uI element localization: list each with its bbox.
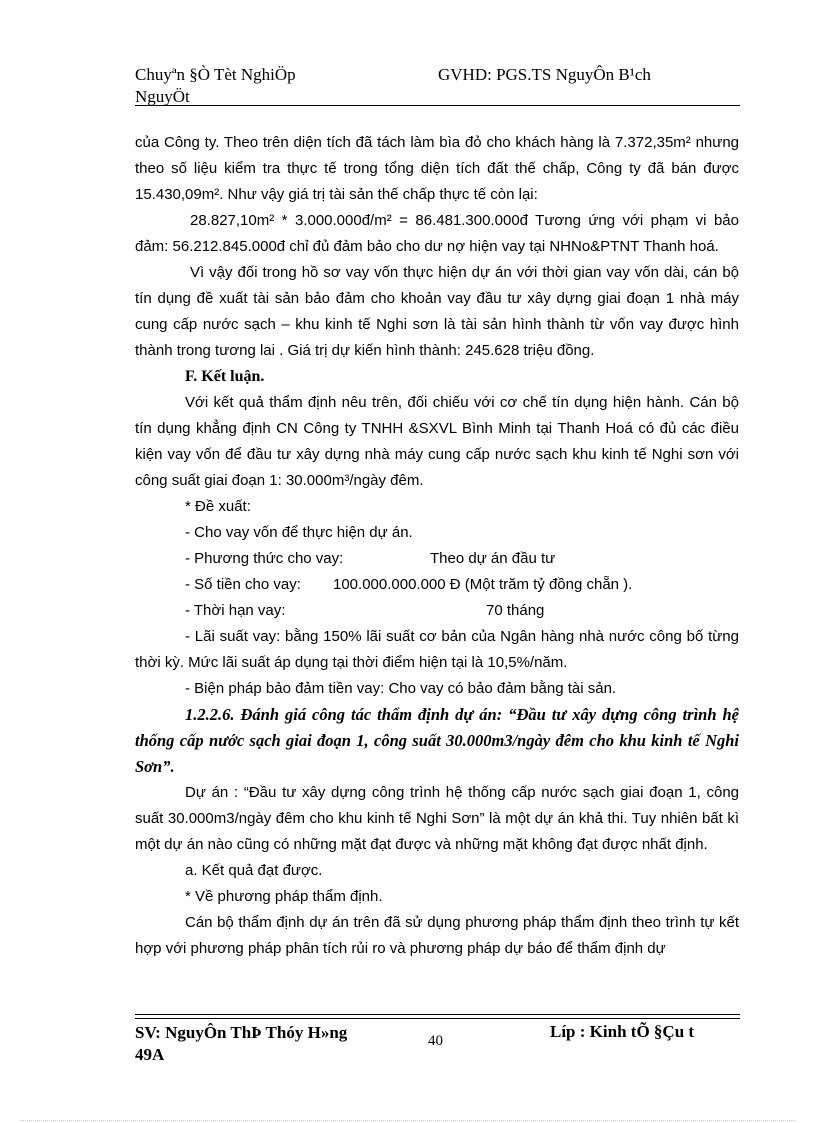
paragraph: * Đề xuất: bbox=[185, 498, 251, 515]
header-title-line2: NguyÖt bbox=[135, 87, 190, 106]
header-left bbox=[135, 64, 395, 108]
footer-class: Líp : Kinh tÕ §Çu t bbox=[550, 1022, 695, 1041]
list-item-label: - Thời hạn vay: bbox=[185, 602, 286, 619]
footer-divider bbox=[135, 1014, 740, 1015]
list-item bbox=[135, 572, 739, 598]
paragraph: Với kết quả thẩm định nêu trên, đối chiếu với cơ chế tín dụng hiện hành. Cán bộ tín dụng khẳng định CN Công ty TNHH &SXVL Bình Minh tại Thanh Hoá có đủ các điều kiện vay vốn để đầu tư xây dựng nhà máy cung cấp nước sạch khu kinh tế Nghi sơn với công suất giai đoạn 1: 30.000m³/ngày đêm. bbox=[135, 394, 739, 489]
list-item-value: Theo dự án đầu tư bbox=[430, 550, 556, 567]
paragraph: Vì vậy đối trong hồ sơ vay vốn thực hiện dự án với thời gian vay vốn dài, cán bộ tín dụng đề xuất tài sản bảo đảm cho khoản vay đầu tư xây dựng giai đoạn 1 nhà máy cung cấp nước sạch – khu kinh tế Nghi sơn là tài sản hình thành từ vốn vay được hình thành trong tương lai . Giá trị dự kiến hình thành: 245.628 triệu đồng. bbox=[135, 264, 739, 359]
footer-student bbox=[135, 1022, 395, 1066]
list-item-value: 100.000.000.000 Đ (Một trăm tỷ đồng chẵn ). bbox=[333, 576, 633, 593]
page-edge bbox=[20, 1120, 796, 1121]
paragraph: Cán bộ thẩm định dự án trên đã sử dụng phương pháp thẩm định theo trình tự kết hợp với phương pháp phân tích rủi ro và phương pháp dự báo để thẩm định dự bbox=[135, 914, 739, 957]
footer-student-line1: SV: NguyÔn ThÞ Thóy H»ng bbox=[135, 1023, 348, 1042]
paragraph: * Về phương pháp thẩm định. bbox=[185, 888, 383, 905]
list-item bbox=[135, 598, 739, 624]
paragraph: Dự án : “Đầu tư xây dựng công trình hệ thống cấp nước sạch giai đoạn 1, công suất 30.000m3/ngày đêm cho khu kinh tế Nghi Sơn” là một dự án khả thi. Tuy nhiên bất kì một dự án nào cũng có những mặt đạt được và những mặt không đạt được nhất định. bbox=[135, 784, 739, 853]
list-item bbox=[135, 546, 739, 572]
paragraph: của Công ty. Theo trên diện tích đã tách làm bìa đỏ cho khách hàng là 7.372,35m² nhưng theo số liệu kiểm tra thực tế trong tổng diện tích đất thế chấp, Công ty đã bán được 15.430,09m². Như vậy giá trị tài sản thế chấp thực tế còn lại: bbox=[135, 134, 739, 203]
footer-divider bbox=[135, 1018, 740, 1019]
footer-student-line2: 49A bbox=[135, 1045, 165, 1064]
paragraph: a. Kết quả đạt được. bbox=[185, 862, 323, 879]
list-item-label: - Số tiền cho vay: bbox=[185, 576, 301, 593]
section-heading: F. Kết luận. bbox=[185, 368, 265, 385]
paragraph: 28.827,10m² * 3.000.000đ/m² = 86.481.300.000đ Tương ứng với phạm vi bảo đảm: 56.212.845.000đ chỉ đủ đảm bảo cho dư nợ hiện vay tại NHNo&PTNT Thanh hoá. bbox=[135, 212, 739, 255]
list-item-label: - Phương thức cho vay: bbox=[185, 550, 344, 567]
list-item: - Cho vay vốn để thực hiện dự án. bbox=[185, 524, 413, 541]
page-number: 40 bbox=[428, 1033, 443, 1049]
header-advisor: GVHD: PGS.TS NguyÔn B¹ch bbox=[438, 65, 651, 84]
header-title-line1: Chuyªn §Ò Tèt NghiÖp bbox=[135, 65, 296, 84]
list-item-value: 70 tháng bbox=[486, 602, 545, 619]
section-heading: 1.2.2.6. Đánh giá công tác thẩm định dự án: “Đầu tư xây dựng công trình hệ thống cấp nước sạch giai đoạn 1, công suất 30.000m3/ngày đêm cho khu kinh tế Nghi Sơn”. bbox=[135, 705, 739, 776]
list-item: - Lãi suất vay: bằng 150% lãi suất cơ bản của Ngân hàng nhà nước công bố từng thời kỳ. Mức lãi suất áp dụng tại thời điểm hiện tại là 10,5%/năm. bbox=[135, 628, 739, 671]
document-body bbox=[135, 130, 739, 962]
list-item: - Biện pháp bảo đảm tiền vay: Cho vay có bảo đảm bằng tài sản. bbox=[185, 680, 617, 697]
header-divider bbox=[135, 105, 740, 106]
